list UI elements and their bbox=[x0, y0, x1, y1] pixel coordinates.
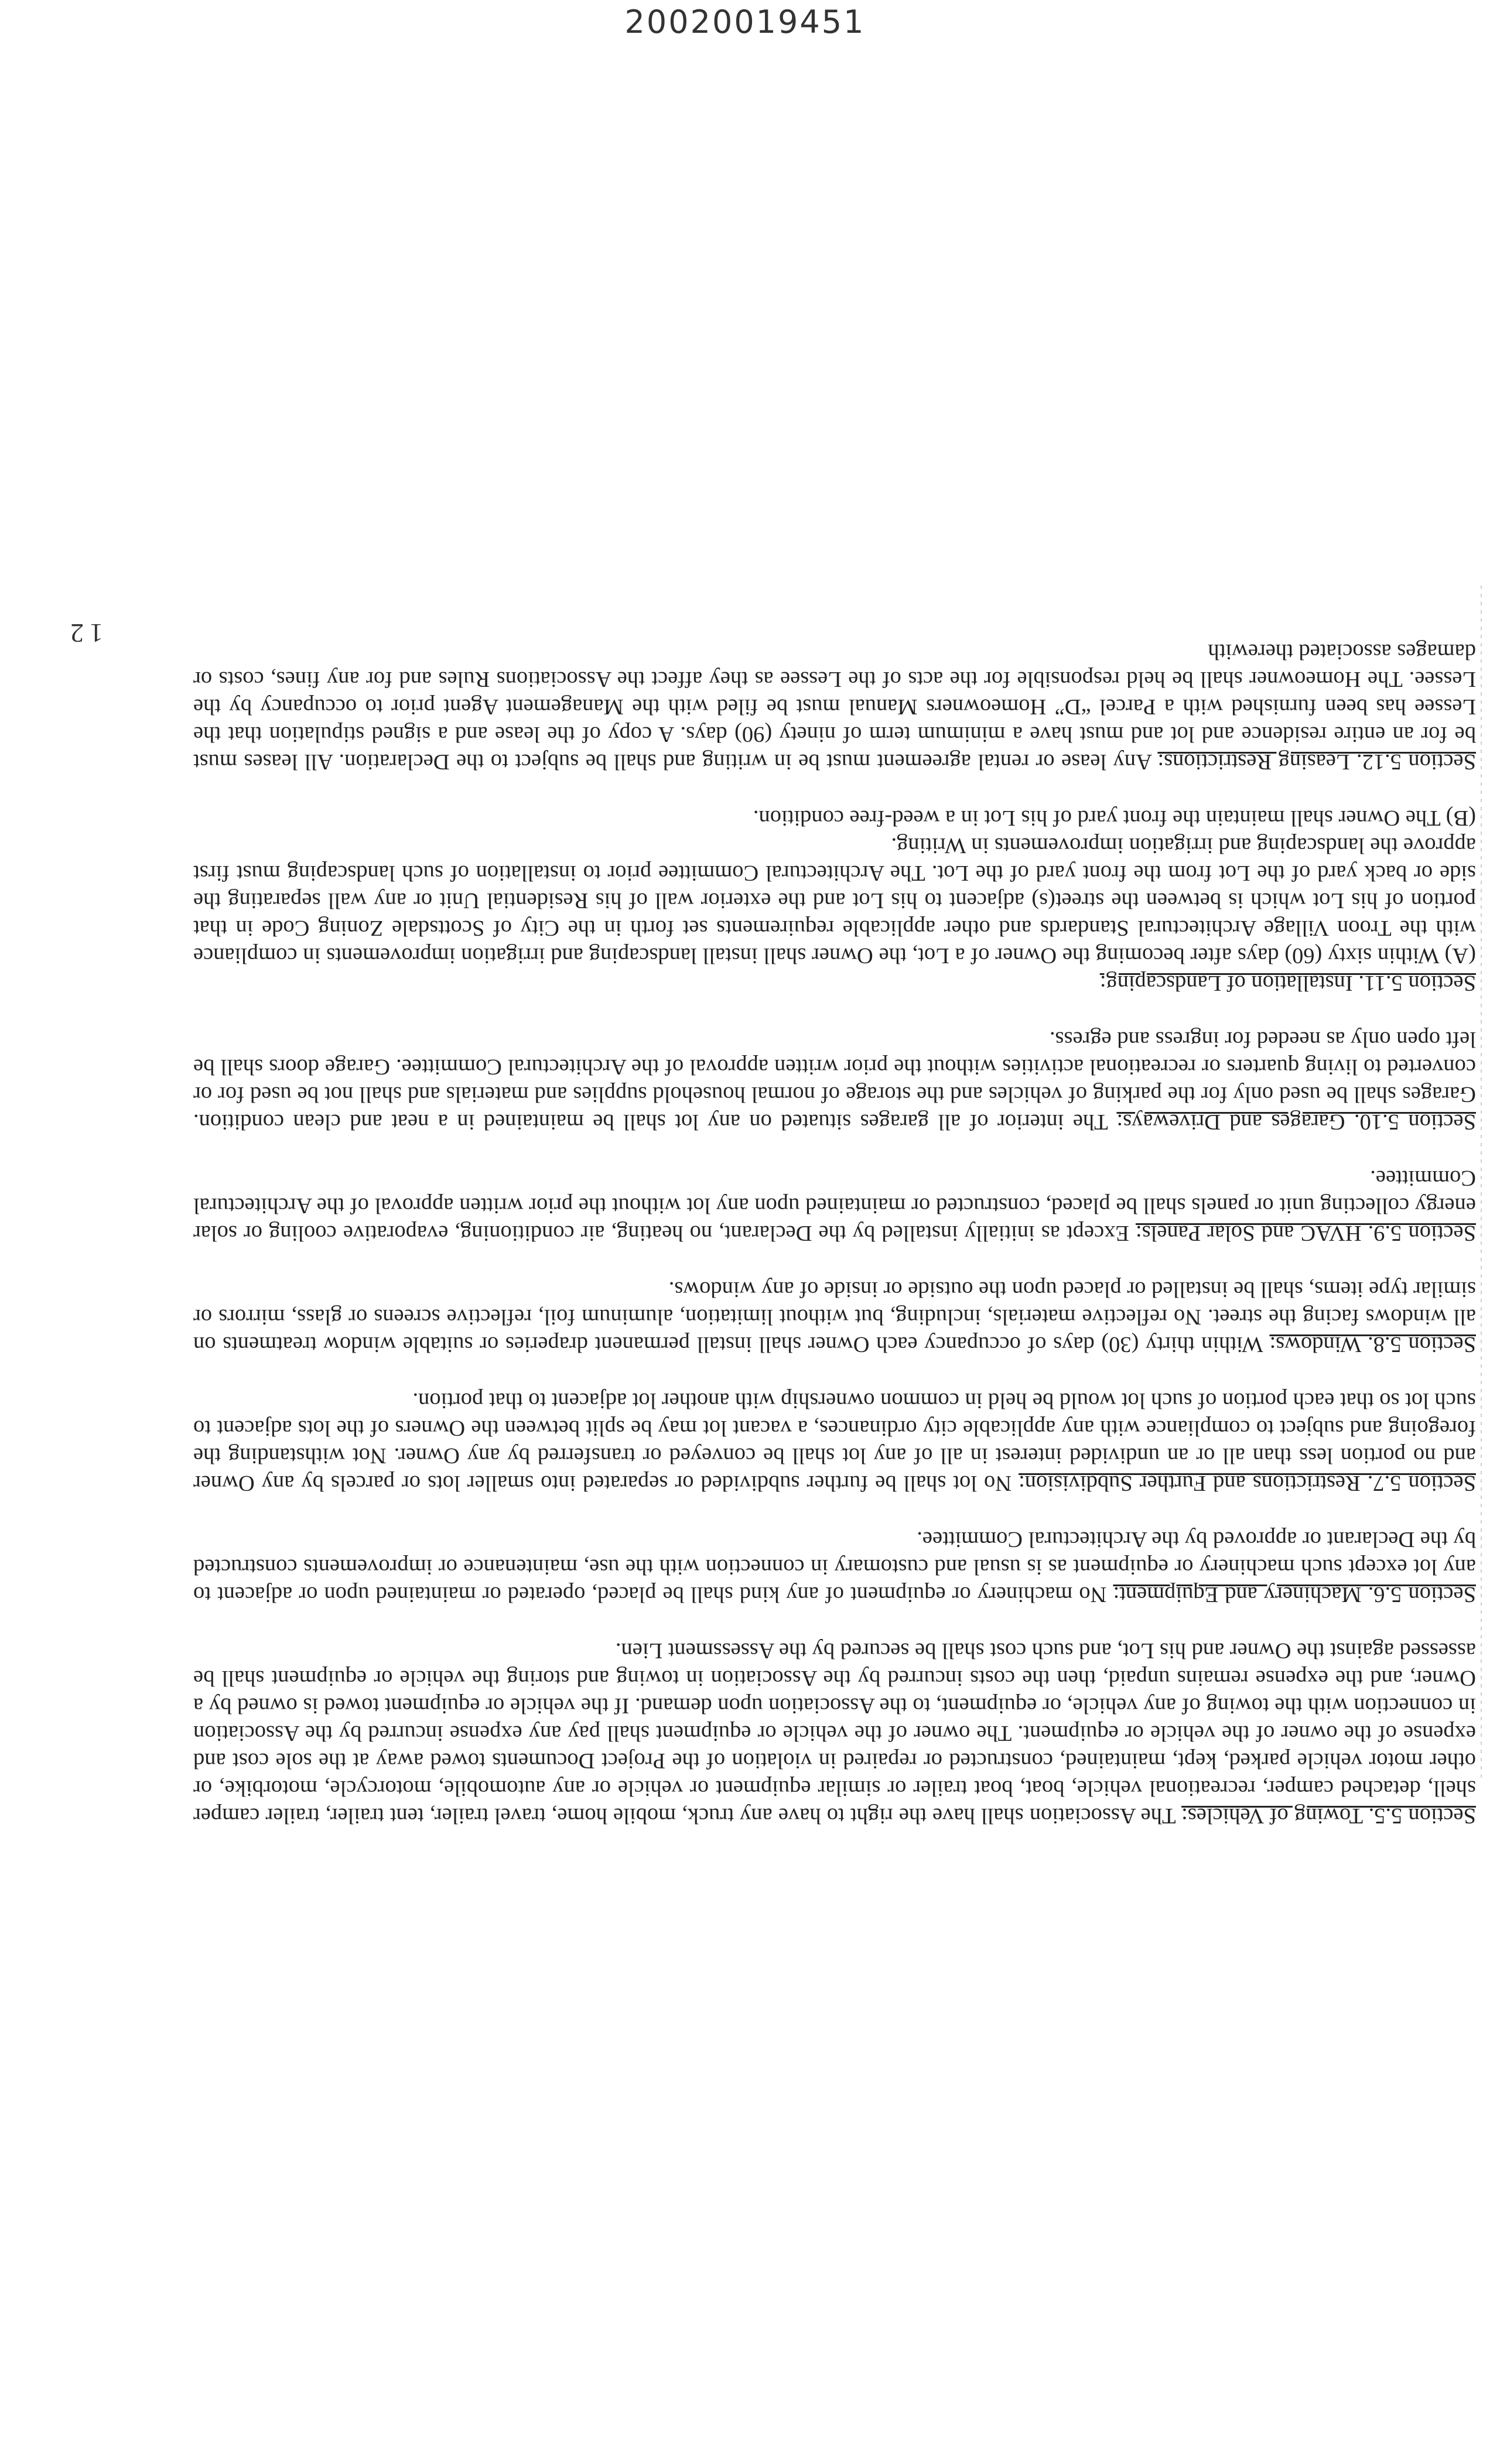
document-number: 20020019451 bbox=[624, 4, 866, 40]
subparagraph-a: (A) Within sixty (60) days after becoming the Owner of a Lot, the Owner shall install landscaping and irrigation improvements in compliance with the Troon Village Architectural Standards and other applicable requirements set forth in the City of Scottsdale Zoning Code in that portion of his Lot which is between the street(s) adjacent to his Lot and the exterior wall of his Residential Unit or any wall separating the side or back yard of the Lot from the front yard of the Lot. The Architectural Committee prior to installation of such landscaping must first approve the landscaping and irrigation improvements in Writing. bbox=[193, 833, 1476, 968]
section-5-12 bbox=[193, 638, 1476, 775]
section-text: Any lease or rental agreement must be in writing and shall be subject to the Declaration. All leases must be for an entire residence and lot and must have a minimum term of ninety (90) days. A copy of the lease and a signed stipulation that the Lessee has been furnished with a Parcel “D” Homeowners Manual must be filed with the Management Agent prior to occupancy by the Lessee. The Homeowner shall be held responsible for the acts of the Lessee as they affect the Associations Rules and for any fines, costs or damages associated therewith bbox=[193, 639, 1476, 774]
section-5-7 bbox=[193, 1387, 1476, 1497]
section-heading: Section 5.9. HVAC and Solar Panels: bbox=[1135, 1221, 1476, 1245]
section-5-10 bbox=[193, 1025, 1476, 1135]
section-text: Within thirty (30) days of occupancy each Owner shall install permanent draperies or suitable window treatments on all windows facing the street. No reflective materials, including, but without limitation, aluminum foil, reflective screens or glass, mirrors or similar type items, shall be installed or placed upon the outside or inside of any windows. bbox=[193, 1277, 1476, 1357]
section-5-5 bbox=[193, 1637, 1476, 1829]
section-text: Except as initially installed by the Declarant, no heating, air conditioning, evaporative cooling or solar energy collecting unit or panels shall be placed, constructed or maintained upon any lot without the prior written approval of the Architectural Committee. bbox=[193, 1166, 1476, 1245]
section-heading: Section 5.10. Garages and Driveways: bbox=[1116, 1110, 1476, 1134]
subparagraph-b: (B) The Owner shall maintain the front yard of his Lot in a weed-free condition. bbox=[753, 806, 1476, 830]
section-5-11 bbox=[193, 804, 1476, 997]
page-number: 12 bbox=[64, 618, 103, 648]
document-body-upside-down bbox=[193, 609, 1476, 1829]
section-heading: Section 5.6. Machinery and Equipment: bbox=[1113, 1582, 1476, 1607]
section-heading: Section 5.7. Restrictions and Further Subdivision: bbox=[1019, 1471, 1476, 1495]
section-heading: Section 5.8. Windows: bbox=[1269, 1332, 1476, 1357]
section-text: No lot shall be further subdivided or separated into smaller lots or parcels by any Owner and no portion less than all or an undivided interest in all of any lot shall be conveyed or transferred by any Owner. Not withstanding the foregoing and subject to compliance with any applicable city ordinances, a vacant lot may be split between the Owners of the lots adjacent to such lot so that each portion of such lot would be held in common ownership with another lot adjacent to that portion. bbox=[193, 1388, 1476, 1495]
section-text: The Association shall have the right to have any truck, mobile home, travel trailer, tent trailer, trailer camper shell, detached camper, recreational vehicle, boat, boat trailer or similar equipment or vehicle or any automobile, motorcycle, motorbike, or other motor vehicle parked, kept, maintained, constructed or repaired in violation of the Project Documents towed away at the sole cost and expense of the owner of the vehicle or equipment. The owner of the vehicle or equipment shall pay any expense incurred by the Association in connection with the towing of any vehicle, or equipment, to the Association upon demand. If the vehicle or equipment towed is owned by a Owner, and the expense remains unpaid, then the costs incurred by the Association in towing and storing the vehicle or equipment shall be assessed against the Owner and his Lot, and such cost shall be secured by the Assessment Lien. bbox=[193, 1638, 1476, 1828]
section-5-6 bbox=[193, 1525, 1476, 1608]
section-heading: Section 5.5. Towing of Vehicles: bbox=[1181, 1803, 1476, 1828]
scan-edge-artifact bbox=[1481, 586, 1482, 1780]
section-5-8 bbox=[193, 1275, 1476, 1358]
section-5-9 bbox=[193, 1164, 1476, 1247]
section-text: The interior of all garages situated on any lot shall be maintained in a neat and clean condition. Garages shall be used only for the parking of vehicles and the storage of normal household supplies and materials and shall not be used for or converted to living quarters or recreational activities without the prior written approval of the Architectural Committee. Garage doors shall be left open only as needed for ingress and egress. bbox=[193, 1027, 1476, 1134]
section-heading: Section 5.11. Installation of Landscaping: bbox=[1099, 971, 1476, 995]
section-text: No machinery or equipment of any kind shall be placed, operated or maintained upon or adjacent to any lot except such machinery or equipment as is usual and customary in connection with the use, maintenance or improvements constructed by the Declarant or approved by the Architectural Committee. bbox=[193, 1527, 1476, 1607]
section-heading: Section 5.12. Leasing Restrictions: bbox=[1157, 750, 1476, 774]
